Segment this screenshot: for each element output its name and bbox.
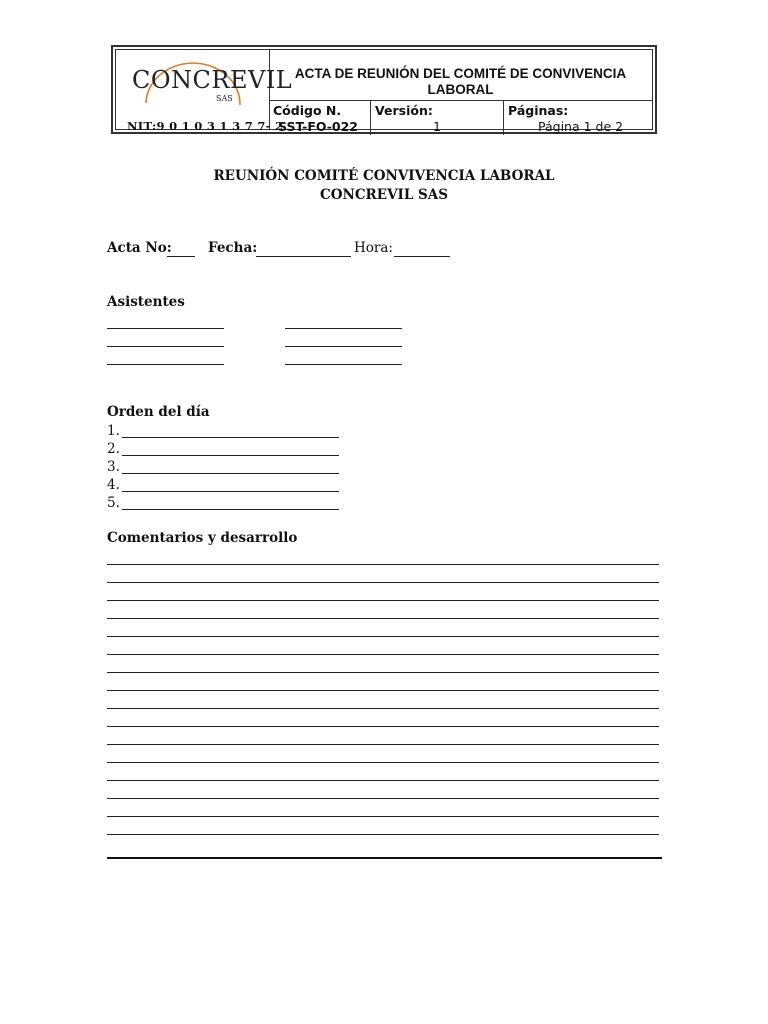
comentarios-line[interactable] [107, 654, 659, 655]
comentarios-line[interactable] [107, 744, 659, 745]
acta-label: Acta No: [107, 240, 172, 256]
logo-sas: SAS [216, 94, 233, 103]
comentarios-line[interactable] [107, 726, 659, 727]
asistente-line[interactable] [107, 346, 224, 347]
comentarios-line[interactable] [107, 636, 659, 637]
header-frame [115, 49, 653, 134]
comentarios-line[interactable] [107, 618, 659, 619]
asistente-line[interactable] [285, 346, 402, 347]
codigo-cell [269, 101, 371, 135]
paginas-value: Página 1 de 2 [538, 119, 624, 134]
closing-rule [107, 857, 662, 859]
version-label: Versión: [375, 103, 433, 118]
document-title [0, 167, 768, 205]
orden-heading: Orden del día [107, 404, 210, 420]
asistente-line[interactable] [285, 328, 402, 329]
orden-item-number: 1. [107, 423, 120, 439]
logo-cell [116, 50, 293, 133]
orden-item-line[interactable] [122, 509, 339, 510]
comentarios-line[interactable] [107, 600, 659, 601]
nit-number: NIT:9 0 1 0 3 1 3 7 7- 2 [127, 119, 284, 133]
asistente-line[interactable] [107, 364, 224, 365]
comentarios-line[interactable] [107, 708, 659, 709]
comentarios-line[interactable] [107, 582, 659, 583]
fecha-label: Fecha: [208, 240, 258, 256]
codigo-label: Código N. [273, 103, 342, 118]
comentarios-line[interactable] [107, 834, 659, 835]
orden-item-line[interactable] [122, 437, 339, 438]
comentarios-line[interactable] [107, 672, 659, 673]
comentarios-line[interactable] [107, 798, 659, 799]
orden-item-number: 4. [107, 477, 120, 493]
document-header [111, 45, 657, 134]
comentarios-line[interactable] [107, 780, 659, 781]
hora-field[interactable] [394, 256, 450, 257]
logo-text: CONCREVIL [132, 66, 293, 94]
asistentes-heading: Asistentes [107, 294, 185, 310]
asistente-line[interactable] [285, 364, 402, 365]
version-value: 1 [433, 119, 441, 134]
comentarios-line[interactable] [107, 564, 659, 565]
paginas-label: Páginas: [508, 103, 569, 118]
form-title-line-2: LABORAL [427, 82, 494, 97]
document-title-line-1: REUNIÓN COMITÉ CONVIVENCIA LABORAL [213, 168, 555, 184]
comentarios-line[interactable] [107, 816, 659, 817]
orden-item-number: 3. [107, 459, 120, 475]
orden-item-line[interactable] [122, 473, 339, 474]
hora-label: Hora: [354, 240, 393, 256]
document-title-line-2: CONCREVIL SAS [319, 187, 449, 203]
form-title [269, 50, 652, 101]
acta-field[interactable] [167, 256, 195, 257]
paginas-cell [504, 101, 652, 135]
comentarios-heading: Comentarios y desarrollo [107, 530, 298, 546]
asistente-line[interactable] [107, 328, 224, 329]
orden-item-number: 2. [107, 441, 120, 457]
version-cell [371, 101, 504, 135]
orden-item-line[interactable] [122, 455, 339, 456]
fecha-field[interactable] [256, 256, 351, 257]
orden-item-number: 5. [107, 495, 120, 511]
comentarios-line[interactable] [107, 762, 659, 763]
comentarios-line[interactable] [107, 690, 659, 691]
form-title-line-1: ACTA DE REUNIÓN DEL COMITÉ DE CONVIVENCIA [294, 66, 627, 81]
codigo-value: SST-FO-022 [278, 119, 358, 134]
orden-item-line[interactable] [122, 491, 339, 492]
